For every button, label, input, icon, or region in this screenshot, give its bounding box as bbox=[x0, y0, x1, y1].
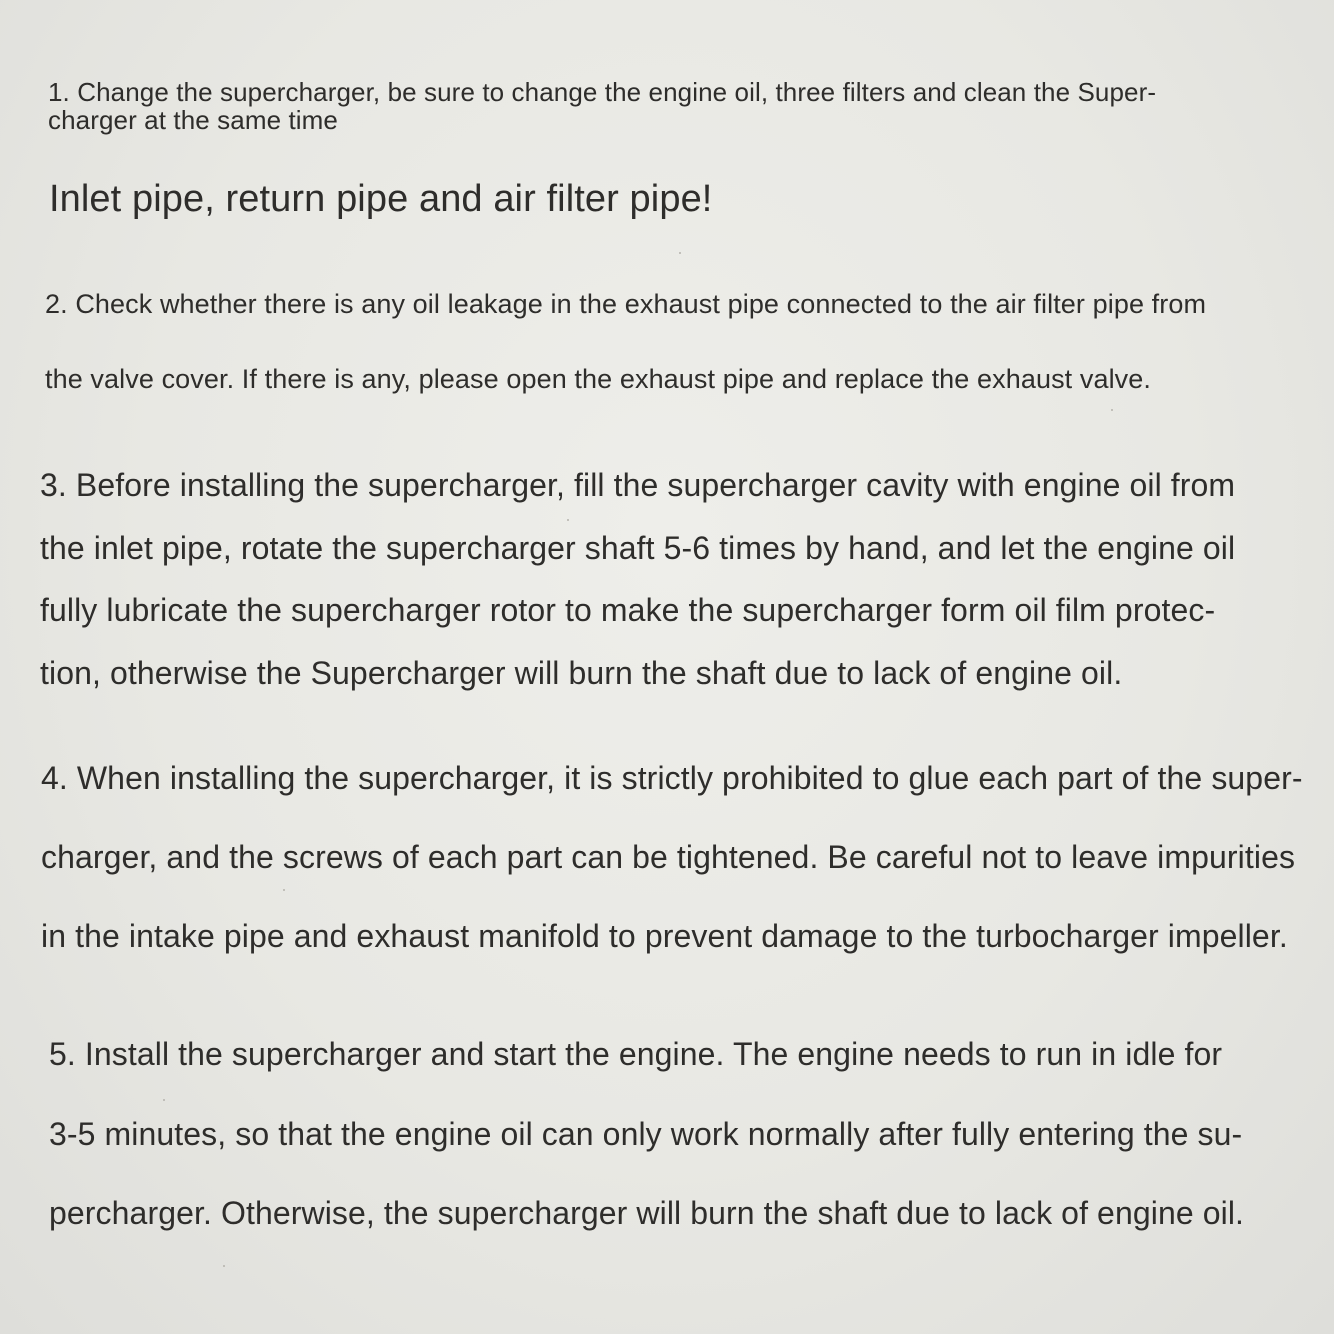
item-5-line-3: percharger. Otherwise, the supercharger will burn the shaft due to lack of engine oil. bbox=[49, 1195, 1245, 1231]
paper-speck bbox=[283, 889, 285, 891]
item-4-line-2: charger, and the screws of each part can be tightened. Be careful not to leave impurities bbox=[41, 839, 1296, 875]
item-2-line-2: the valve cover. If there is any, please open the exhaust pipe and replace the exhaust valve. bbox=[45, 364, 1152, 394]
paper-speck bbox=[163, 1099, 165, 1101]
item-5-line-2: 3-5 minutes, so that the engine oil can only work normally after fully entering the su- bbox=[49, 1116, 1243, 1152]
item-2-line-1: 2. Check whether there is any oil leakage in the exhaust pipe connected to the air filter pipe from bbox=[45, 289, 1207, 319]
item-4-line-1: 4. When installing the supercharger, it is strictly prohibited to glue each part of the super- bbox=[41, 760, 1303, 796]
item-1-line-2: charger at the same time bbox=[48, 105, 338, 135]
item-3-line-4: tion, otherwise the Supercharger will burn the shaft due to lack of engine oil. bbox=[40, 655, 1123, 691]
item-4-line-3: in the intake pipe and exhaust manifold to prevent damage to the turbocharger impeller. bbox=[41, 918, 1288, 954]
paper-speck bbox=[1111, 409, 1113, 411]
paper-speck bbox=[567, 519, 569, 521]
item-5-line-1: 5. Install the supercharger and start the engine. The engine needs to run in idle for bbox=[49, 1036, 1223, 1072]
pipes-heading: Inlet pipe, return pipe and air filter pipe! bbox=[49, 178, 713, 220]
item-3-line-1: 3. Before installing the supercharger, fill the supercharger cavity with engine oil from bbox=[40, 467, 1236, 503]
item-1-line-1: 1. Change the supercharger, be sure to change the engine oil, three filters and clean the Super- bbox=[48, 77, 1157, 107]
paper-speck bbox=[679, 252, 681, 254]
paper-speck bbox=[223, 1265, 225, 1267]
item-3-line-3: fully lubricate the supercharger rotor to make the supercharger form oil film protec- bbox=[40, 592, 1216, 628]
item-3-line-2: the inlet pipe, rotate the supercharger shaft 5-6 times by hand, and let the engine oil bbox=[40, 530, 1236, 566]
